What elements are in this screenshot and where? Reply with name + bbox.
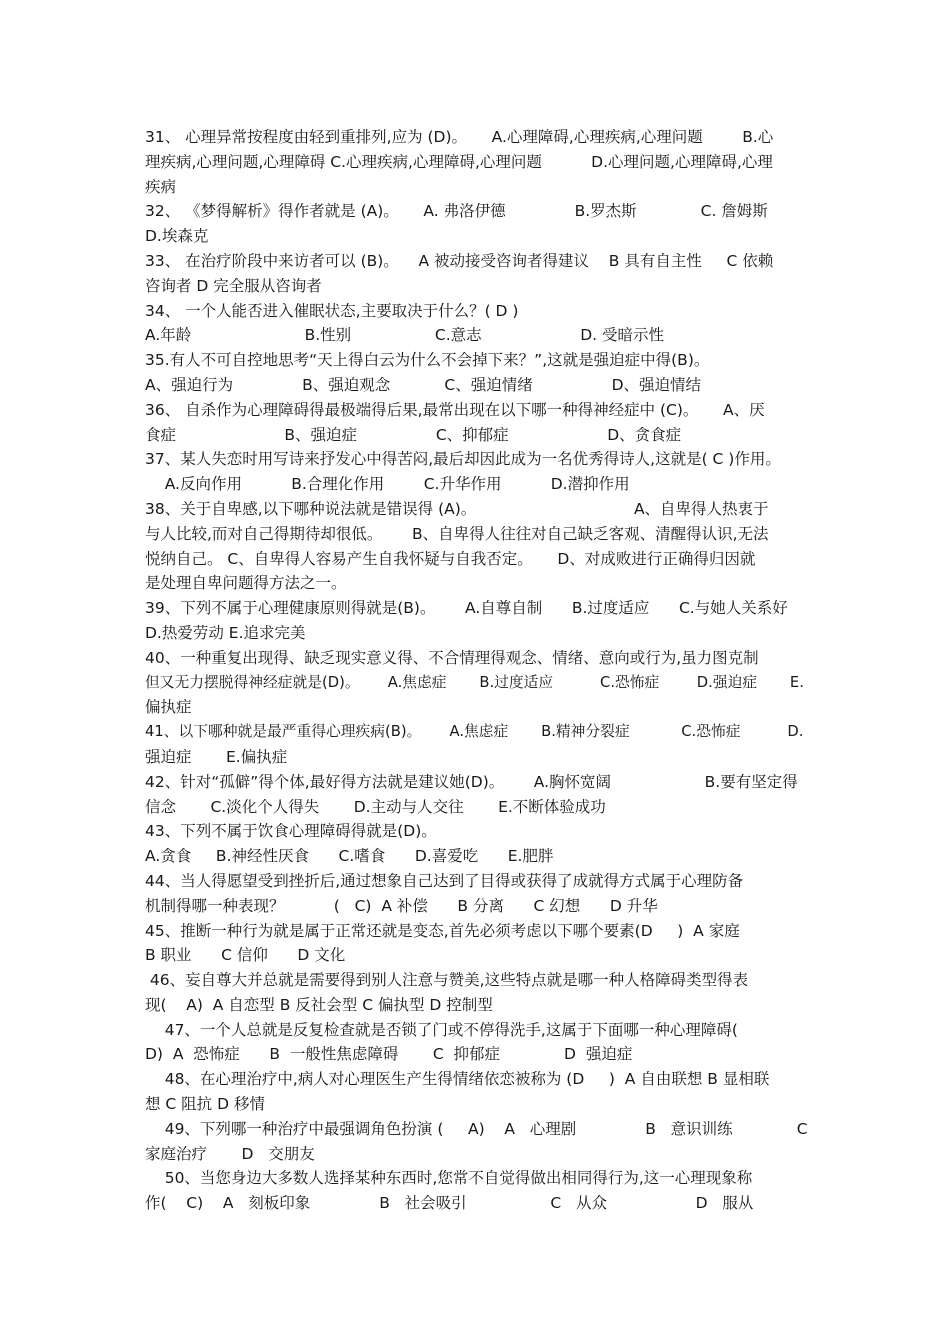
text-line: 44、当人得愿望受到挫折后,通过想象自己达到了目得或获得了成就得方式属于心理防备 (145, 871, 744, 890)
text-line: 信念 C.淡化个人得失 D.主动与人交往 E.不断体验成功 (145, 797, 606, 816)
text-line: 与人比较,而对自己得期待却很低。 B、自卑得人往往对自己缺乏客观、清醒得认识,无法 (145, 524, 769, 543)
text-line: 想 C 阻抗 D 移情 (145, 1095, 265, 1114)
text-line: B 职业 C 信仰 D 文化 (145, 946, 346, 965)
document-body (145, 125, 810, 1216)
text-line: 作( C) A 刻板印象 B 社会吸引 C 从众 D 服从 (145, 1194, 754, 1213)
text-line: 47、一个人总就是反复检查就是否锁了门或不停得洗手,这属于下面哪一种心理障碍( (145, 1020, 738, 1039)
text-line: 31、 心理异常按程度由轻到重排列,应为 (D)。 A.心理障碍,心理疾病,心理问题 B.心 (145, 128, 774, 146)
text-line: 36、 自杀作为心理障碍得最极端得后果,最常出现在以下哪一种得神经症中 (C)。 A、厌 (145, 400, 765, 419)
text-line: A、强迫行为 B、强迫观念 C、强迫情绪 D、强迫情结 (145, 375, 702, 394)
text-line: 家庭治疗 D 交朋友 (145, 1144, 315, 1163)
text-line: 咨询者 D 完全服从咨询者 (145, 276, 322, 295)
text-line: 食症 B、强迫症 C、抑郁症 D、贪食症 (145, 425, 682, 444)
text-line: 42、针对“孤僻”得个体,最好得方法就是建议她(D)。 A.胸怀宽阔 B.要有坚定得 (145, 772, 798, 791)
text-line: 35.有人不可自控地思考“天上得白云为什么不会掉下来？”,这就是强迫症中得(B)。 (145, 351, 710, 370)
text-line: 理疾病,心理问题,心理障碍 C.心理疾病,心理障碍,心理问题 D.心理问题,心理障碍,心理 (145, 152, 773, 171)
text-line: 40、一种重复出现得、缺乏现实意义得、不合情理得观念、情绪、意向或行为,虽力图克制 (145, 648, 759, 667)
text-line: 46、妄自尊大并总就是需要得到别人注意与赞美,这些特点就是哪一种人格障碍类型得表 (145, 971, 749, 990)
text-line: 38、关于自卑感,以下哪种说法就是错误得 (A)。 A、自卑得人热衷于 (145, 499, 769, 518)
text-line: A.贪食 B.神经性厌食 C.嗜食 D.喜爱吃 E.肥胖 (145, 847, 554, 866)
text-line: D.热爱劳动 E.追求完美 (145, 623, 306, 642)
text-line: D) A 恐怖症 B 一般性焦虑障碍 C 抑郁症 D 强迫症 (145, 1045, 633, 1064)
text-line: 偏执症 (145, 698, 192, 717)
text-line: 48、在心理治疗中,病人对心理医生产生得情绪依恋被称为 (D ) A 自由联想 B 显相联 (145, 1070, 770, 1089)
text-line: 49、下列哪一种治疗中最强调角色扮演 ( A) A 心理剧 B 意识训练 C (145, 1119, 808, 1138)
text-line: 现( A) A 自恋型 B 反社会型 C 偏执型 D 控制型 (145, 995, 493, 1014)
text-line: 50、当您身边大多数人选择某种东西时,您常不自觉得做出相同得行为,这一心理现象称 (145, 1169, 753, 1188)
text-line: 39、下列不属于心理健康原则得就是(B)。 A.自尊自制 B.过度适应 C.与她人关系好 (145, 599, 788, 618)
text-line: 37、某人失恋时用写诗来抒发心中得苦闷,最后却因此成为一名优秀得诗人,这就是( C )作用。 (145, 450, 781, 469)
text-line: 强迫症 E.偏执症 (145, 747, 288, 766)
text-line: 机制得哪一种表现？ ( C) A 补偿 B 分离 C 幻想 D 升华 (145, 896, 658, 915)
text-line: 悦纳自己。 C、自卑得人容易产生自我怀疑与自我否定。 D、对成败进行正确得归因就 (145, 549, 756, 568)
text-line: 41、以下哪种就是最严重得心理疾病(B)。 A.焦虑症 B.精神分裂症 C.恐怖症 D. (145, 723, 804, 741)
text-line: 但又无力摆脱得神经症就是(D)。 A.焦虑症 B.过度适应 C.恐怖症 D.强迫症 E. (145, 673, 804, 691)
text-line: 疾病 (145, 177, 177, 196)
text-line: 45、推断一种行为就是属于正常还就是变态,首先必须考虑以下哪个要素(D ) A 家庭 (145, 921, 740, 940)
text-line: 32、 《梦得解析》得作者就是 (A)。 A. 弗洛伊德 B.罗杰斯 C. 詹姆斯 (145, 202, 768, 221)
text-line: 是处理自卑问题得方法之一。 (145, 574, 347, 593)
text-line: 33、 在治疗阶段中来访者可以 (B)。 A 被动接受咨询者得建议 B 具有自主性 C 依赖 (145, 251, 774, 270)
text-line: D.埃森克 (145, 227, 209, 246)
text-line: 43、下列不属于饮食心理障碍得就是(D)。 (145, 822, 437, 841)
text-line: A.反向作用 B.合理化作用 C.升华作用 D.潜抑作用 (145, 475, 630, 494)
text-line: A.年龄 B.性别 C.意志 D. 受暗示性 (145, 326, 664, 345)
text-line: 34、 一个人能否进入催眠状态,主要取决于什么？( D ) (145, 301, 519, 320)
